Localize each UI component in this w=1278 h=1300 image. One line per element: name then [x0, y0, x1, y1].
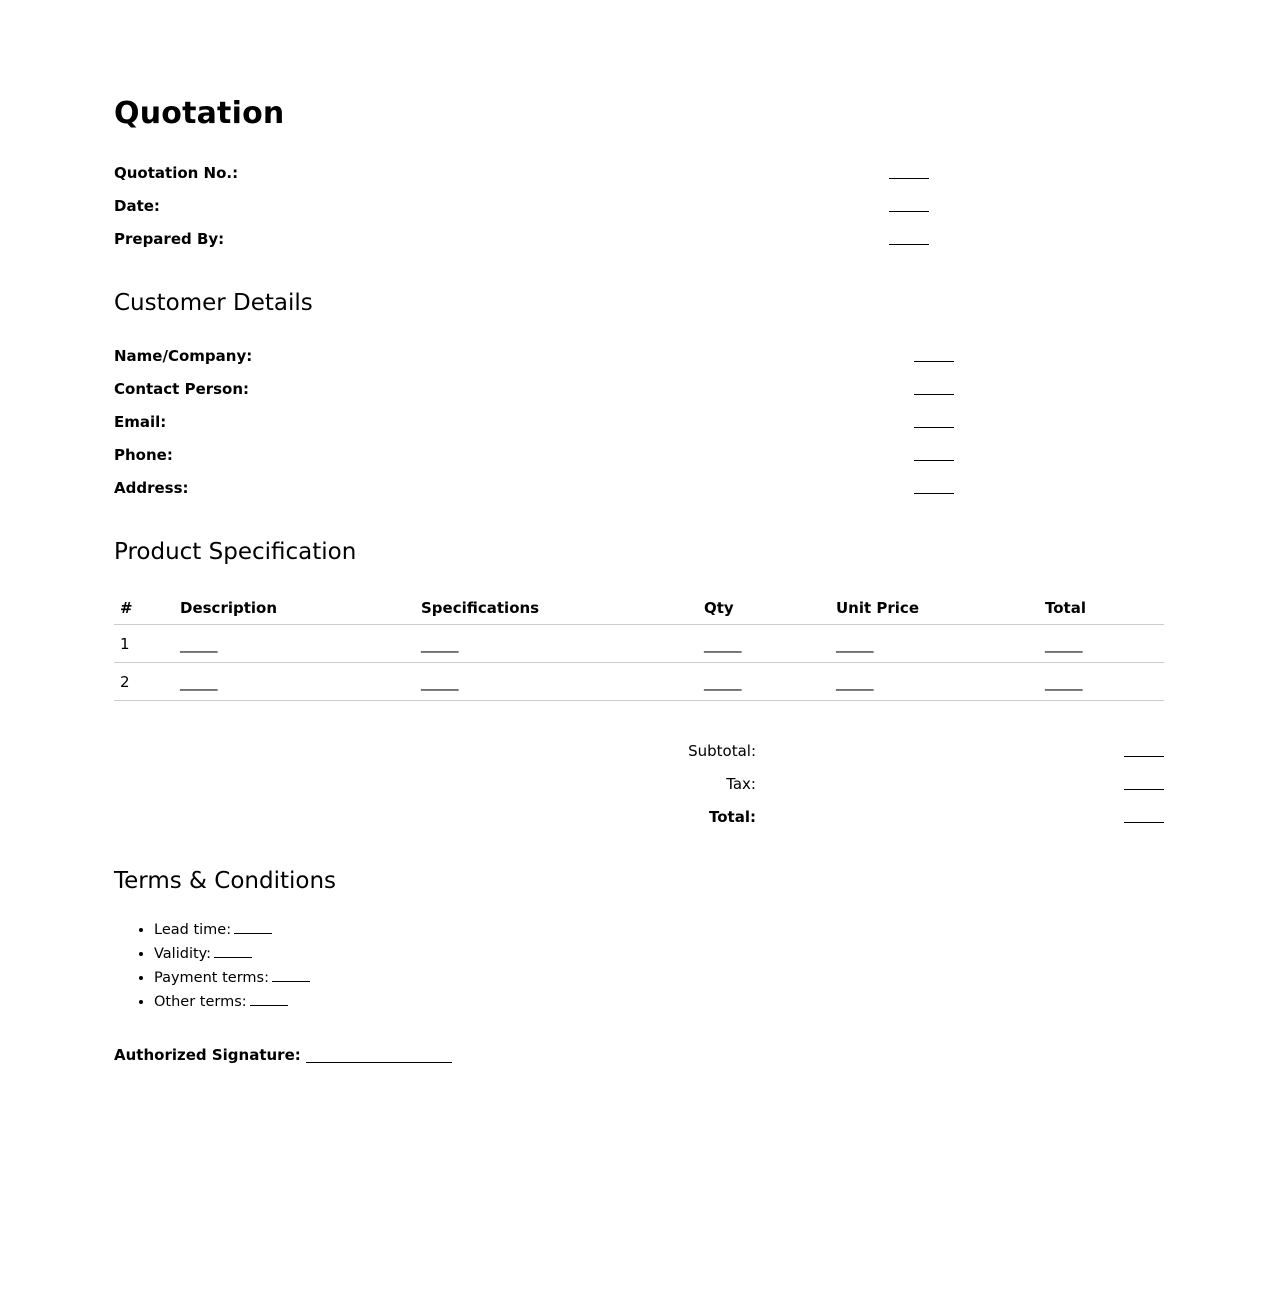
- subtotal-label: Subtotal:: [688, 742, 756, 760]
- total-label: Total:: [709, 808, 756, 826]
- term-label: Payment terms:: [154, 970, 269, 986]
- phone-label: Phone:: [114, 446, 173, 464]
- quotation-no-label: Quotation No.:: [114, 164, 239, 182]
- tax-value[interactable]: [1124, 775, 1164, 795]
- signature-line[interactable]: [306, 1062, 452, 1063]
- contact-person-label: Contact Person:: [114, 380, 250, 398]
- term-label: Validity:: [154, 946, 212, 962]
- term-validity: [154, 942, 310, 966]
- column-header-unit-price: Unit Price: [830, 592, 1039, 625]
- unit-price-cell[interactable]: _____: [830, 625, 1039, 663]
- total-cell[interactable]: _____: [1039, 625, 1164, 663]
- specifications-cell[interactable]: _____: [415, 625, 698, 663]
- row-number: 1: [114, 625, 174, 663]
- row-number: 2: [114, 663, 174, 701]
- table-row: [114, 663, 1164, 701]
- name-company-value[interactable]: [914, 347, 954, 367]
- prepared-by-label: Prepared By:: [114, 230, 225, 248]
- email-value[interactable]: [914, 413, 954, 433]
- phone-value[interactable]: [914, 446, 954, 466]
- term-blank[interactable]: [250, 991, 288, 1006]
- subtotal-value[interactable]: [1124, 742, 1164, 762]
- column-header-specifications: Specifications: [415, 592, 698, 625]
- name-company-label: Name/Company:: [114, 347, 253, 365]
- term-payment-terms: [154, 966, 310, 990]
- date-value[interactable]: [889, 197, 929, 217]
- total-value[interactable]: [1124, 808, 1164, 828]
- description-cell[interactable]: _____: [174, 663, 415, 701]
- address-value[interactable]: [914, 479, 954, 499]
- term-other-terms: [154, 990, 310, 1014]
- column-header-qty: Qty: [698, 592, 830, 625]
- qty-cell[interactable]: _____: [698, 663, 830, 701]
- description-cell[interactable]: _____: [174, 625, 415, 663]
- column-header-number: #: [114, 592, 174, 625]
- quotation-no-value[interactable]: [889, 164, 929, 184]
- column-header-total: Total: [1039, 592, 1164, 625]
- term-blank[interactable]: [214, 943, 252, 958]
- product-table: [114, 592, 1164, 701]
- terms-heading: Terms & Conditions: [114, 868, 337, 894]
- column-header-description: Description: [174, 592, 415, 625]
- table-header-row: [114, 592, 1164, 625]
- term-blank[interactable]: [272, 967, 310, 982]
- prepared-by-value[interactable]: [889, 230, 929, 250]
- total-cell[interactable]: _____: [1039, 663, 1164, 701]
- product-specification-heading: Product Specification: [114, 539, 357, 565]
- term-blank[interactable]: [234, 919, 272, 934]
- date-label: Date:: [114, 197, 160, 215]
- unit-price-cell[interactable]: _____: [830, 663, 1039, 701]
- qty-cell[interactable]: _____: [698, 625, 830, 663]
- term-label: Other terms:: [154, 994, 247, 1010]
- term-label: Lead time:: [154, 922, 232, 938]
- specifications-cell[interactable]: _____: [415, 663, 698, 701]
- terms-list: [114, 918, 310, 1014]
- tax-label: Tax:: [726, 775, 756, 793]
- authorized-signature-label: Authorized Signature:: [114, 1046, 301, 1064]
- customer-details-heading: Customer Details: [114, 290, 313, 316]
- contact-person-value[interactable]: [914, 380, 954, 400]
- term-lead-time: [154, 918, 310, 942]
- address-label: Address:: [114, 479, 189, 497]
- table-row: [114, 625, 1164, 663]
- email-label: Email:: [114, 413, 167, 431]
- page-title: Quotation: [114, 96, 285, 131]
